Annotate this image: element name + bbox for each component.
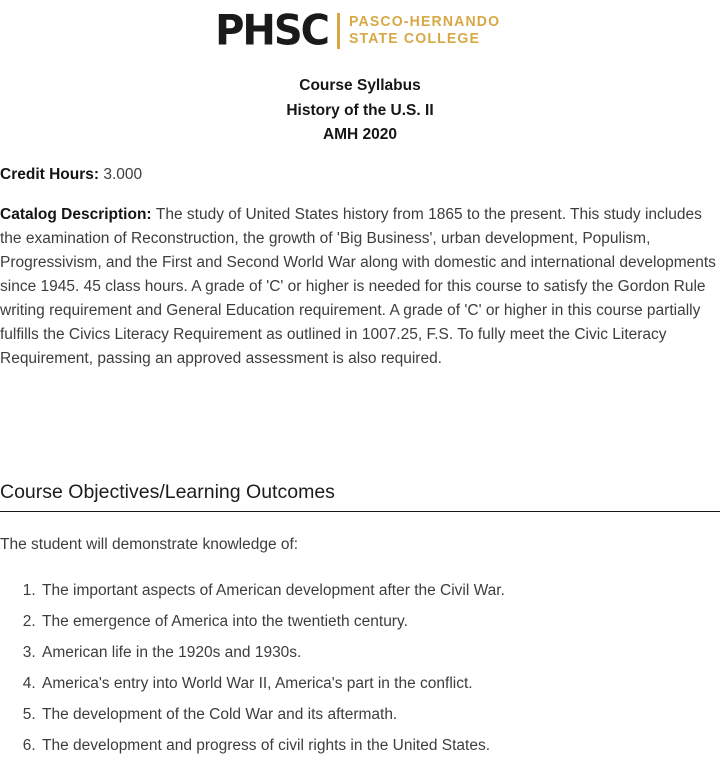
credit-hours-label: Credit Hours:	[0, 165, 104, 183]
phsc-logo-acronym: PHSC	[215, 6, 329, 56]
objectives-intro: The student will demonstrate knowledge of:	[0, 535, 299, 553]
objective-item: 6. The development and progress of civil rights in the United States.	[40, 735, 720, 757]
course-name: History of the U.S. II	[286, 101, 434, 119]
objective-item: 5. The development of the Cold War and its aftermath.	[40, 704, 720, 726]
phsc-logo	[0, 8, 720, 54]
title-block	[0, 74, 720, 148]
objective-item: 1. The important aspects of American development after the Civil War.	[40, 580, 720, 602]
credit-hours-line	[0, 163, 720, 187]
objectives-heading: Course Objectives/Learning Outcomes	[0, 481, 720, 512]
catalog-description-text: The study of United States history from 1865 to the present. This study includes the examination of Reconstruction, the growth of 'Big Business', urban development, Populism, Progressivism, and the First and Second World War along with domestic and international developments since 1945. 45 class hours. A grade of 'C' or higher is needed for this course to satisfy the Gordon Rule writing requirement and General Education requirement. A grade of 'C' or higher in this course partially fulfills the Civics Literacy Requirement as outlined in 1007.25, F.S. To fully meet the Civic Literacy Requirement, passing an approved assessment is also required.	[0, 205, 716, 367]
objective-item: 3. American life in the 1920s and 1930s.	[40, 642, 720, 664]
objectives-list	[0, 580, 720, 757]
catalog-description-label: Catalog Description:	[0, 205, 156, 223]
phsc-logo-name	[349, 14, 500, 48]
phsc-logo-name-line2: STATE COLLEGE	[349, 31, 481, 47]
catalog-description	[0, 203, 720, 371]
syllabus-page	[0, 6, 720, 754]
logo-divider-bar	[337, 13, 340, 49]
document-title: Course Syllabus	[299, 77, 421, 94]
objective-item: 2. The emergence of America into the twentieth century.	[40, 611, 720, 633]
credit-hours-value: 3.000	[103, 165, 143, 183]
course-code: AMH 2020	[322, 126, 398, 143]
objective-item: 4. America's entry into World War II, America's part in the conflict.	[40, 673, 720, 695]
phsc-logo-name-line1: PASCO-HERNANDO	[349, 14, 501, 30]
